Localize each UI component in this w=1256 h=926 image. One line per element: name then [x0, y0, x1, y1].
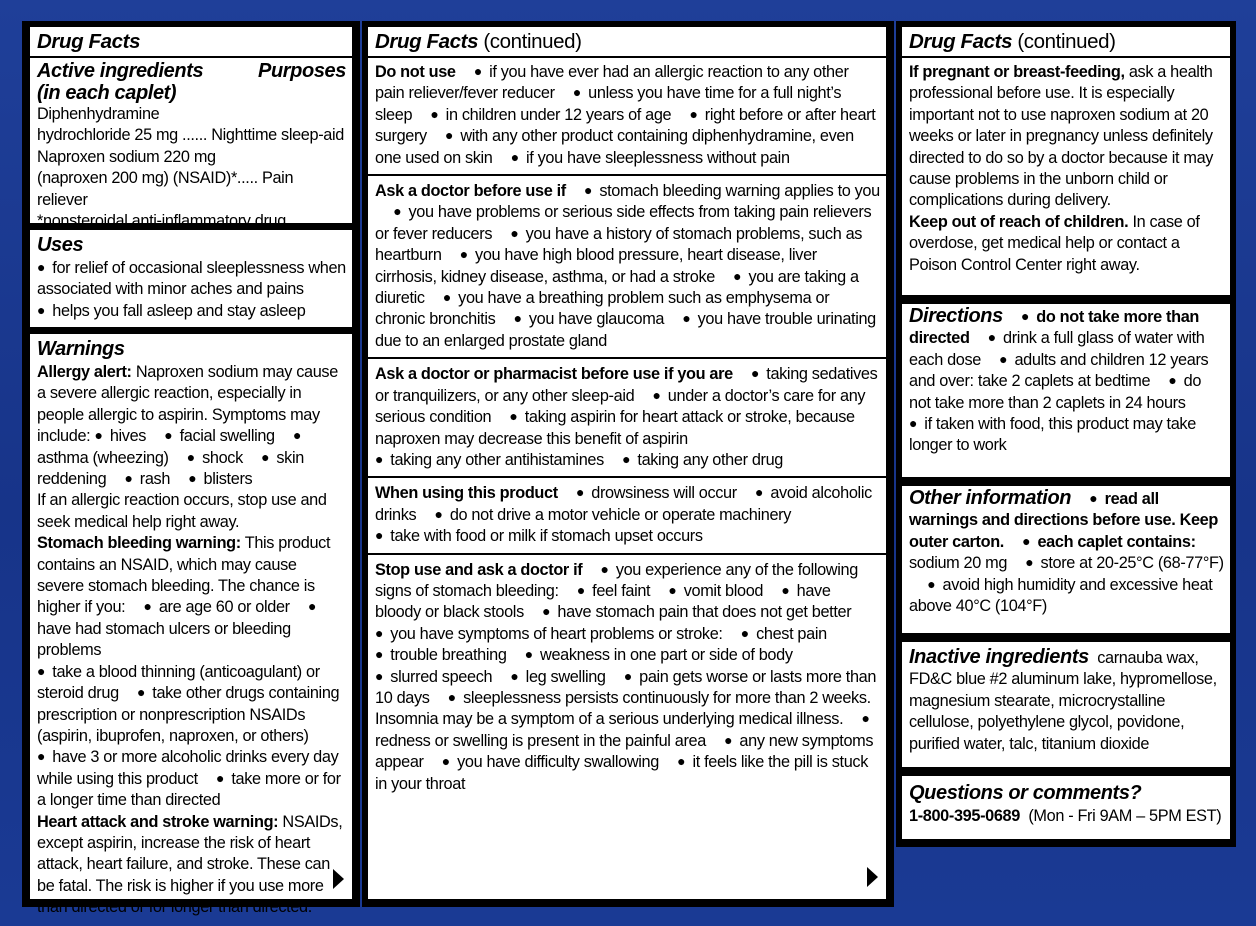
directions-section: Directions ● do not take more than directed ● drink a full glass of water with each dose ● adults and children 12 years and over: take 2 caplets at bedtime ● do not take more than 2 caplets in 24 hours — [909, 305, 1209, 412]
list-item: ● take with food or milk if stomach upset occurs — [375, 527, 703, 546]
other-information-heading: Other information — [909, 487, 1072, 509]
list-item: ● you have symptoms of heart problems or stroke: ● chest pain — [375, 624, 827, 643]
uses-heading: Uses — [37, 234, 84, 256]
drug-facts-continued-panel — [368, 27, 886, 899]
drug-facts-title: Drug Facts — [37, 30, 141, 53]
drug-facts-title: Drug Facts (continued) — [909, 30, 1116, 53]
when-using-section: When using this product ● drowsiness will occur ● avoid alcoholic drinks ● do not drive a motor vehicle or operate machinery — [375, 484, 872, 524]
drug-facts-column-2 — [362, 21, 894, 907]
list-item: ● trouble breathing ● weakness in one part or side of body — [375, 646, 793, 665]
drug-facts-column-1 — [22, 21, 360, 917]
inactive-ingredients-panel — [902, 642, 1230, 767]
list-item: ● for relief of occasional sleeplessness when associated with minor aches and pains — [37, 259, 346, 299]
do-not-use-section: Do not use ● if you have ever had an allergic reaction to any other pain reliever/fever reducer ● unless you have time for a full night’s sleep ● in children under 12 years of age ● right before or after heart surgery ● with any other product containing diphenhydramine, even one used on skin ● if you have sleeplessness without pain — [375, 63, 876, 167]
ingredient-footnote: *nonsteroidal anti-inflammatory drug — [37, 212, 286, 231]
other-information-section: Other information ● read all warnings and directions before use. Keep outer carton. ● each caplet contains: sodium 20 mg ● store at 20-25°C (68-77°F) ● avoid high humidity and excessive heat above 40°C (104°F) — [909, 487, 1224, 616]
directions-panel — [902, 304, 1230, 477]
other-information-panel — [902, 486, 1230, 633]
list-item: ● take a blood thinning (anticoagulant) or steroid drug ● take other drugs containing prescription or nonprescription NSAIDs (aspirin, ibuprofen, naproxen, or others) — [37, 662, 340, 745]
ingredient-line: hydrochloride 25 mg ...... Nighttime sleep-aid — [37, 126, 344, 145]
purposes-heading: Purposes — [258, 60, 346, 82]
keep-out-of-reach: Keep out of reach of children. In case of overdose, get medical help or contact a Poison Control Center right away. — [909, 212, 1200, 274]
directions-heading: Directions — [909, 305, 1003, 327]
list-item: ● slurred speech ● leg swelling ● pain gets worse or lasts more than 10 days ● sleeplessness persists continuously for more than 2 weeks. Insomnia may be a symptom of a serious underlying medical illness. ● redness or swelling is present in the painful area ● any new symptoms appear ● you have difficulty swallowing ● it feels like the pill is stuck in your throat — [375, 667, 877, 793]
questions-panel — [902, 776, 1230, 839]
active-ingredients-panel — [30, 27, 352, 231]
continue-arrow-icon — [867, 867, 878, 887]
ingredient-line: Diphenhydramine — [37, 105, 160, 123]
active-ingredients-heading: Active ingredients — [37, 60, 204, 82]
inactive-ingredients-heading: Inactive ingredients — [909, 646, 1089, 668]
phone-line — [909, 806, 1224, 827]
ingredient-line: (naproxen 200 mg) (NSAID)*..... Pain reliever — [37, 169, 294, 209]
active-ingredients-subheading: (in each caplet) — [37, 82, 177, 104]
phone-number: 1-800-395-0689 — [909, 807, 1020, 825]
ask-doctor-section: Ask a doctor before use if ● stomach bleeding warning applies to you ● you have problems or serious side effects from taking pain relievers or fever reducers ● you have a history of stomach problems, such as heartburn ● you have high blood pressure, heart disease, liver cirrhosis, kidney disease, asthma, or had a stroke ● you are taking a diuretic ● you have a breathing problem such as emphysema or chronic bronchitis ● you have glaucoma ● you have trouble urinating due to an enlarged prostate gland — [375, 182, 880, 350]
stop-use-section: Stop use and ask a doctor if ● you experience any of the following signs of stomach bleeding: ● feel faint ● vomit blood ● have bloody or black stools ● have stomach pain that does not get better — [375, 560, 858, 622]
pregnancy-panel — [902, 27, 1230, 295]
pregnancy-warning: If pregnant or breast-feeding, ask a health professional before use. It is especially important not to use naproxen sodium at 20 weeks or later in pregnancy unless definitely directed to do so by a doctor because it may cause problems in the unborn child or complications during delivery. — [909, 63, 1214, 210]
heart-attack-warning: Heart attack and stroke warning: NSAIDs, except aspirin, increase the risk of heart attack, heart failure, and stroke. These can be fatal. The risk is higher if you use more than directed or for longer than directed. — [37, 812, 343, 917]
questions-heading: Questions or comments? — [909, 782, 1142, 804]
warnings-heading: Warnings — [37, 338, 125, 360]
drug-facts-column-3 — [896, 21, 1236, 847]
drug-facts-title: Drug Facts (continued) — [375, 30, 582, 53]
ingredient-line: Naproxen sodium 220 mg — [37, 147, 216, 166]
list-item: ● if taken with food, this product may take longer to work — [909, 415, 1196, 455]
list-item: ● have 3 or more alcoholic drinks every day while using this product ● take more or for a longer time than directed — [37, 748, 341, 810]
list-item: ● taking any other antihistamines ● taking any other drug — [375, 450, 784, 469]
list-item: ● helps you fall asleep and stay asleep — [37, 301, 306, 320]
ask-pharmacist-section: Ask a doctor or pharmacist before use if you are ● taking sedatives or tranquilizers, or any other sleep-aid ● under a doctor’s care for any serious condition ● taking aspirin for heart attack or stroke, because naproxen may decrease this benefit of aspirin — [375, 365, 878, 448]
allergy-alert: Allergy alert: Naproxen sodium may cause a severe allergic reaction, especially in people allergic to aspirin. Symptoms may include: ● hives ● facial swelling ● asthma (wheezing) ● shock ● skin reddening ● rash ● blisters — [37, 363, 338, 489]
continue-arrow-icon — [333, 869, 344, 889]
allergy-after: If an allergic reaction occurs, stop use and seek medical help right away. — [37, 491, 327, 531]
inactive-ingredients-section: Inactive ingredients carnauba wax, FD&C blue #2 aluminum lake, hypromellose, magnesium stearate, microcrystalline cellulose, polyethylene glycol, povidone, purified water, talc, titanium dioxide — [909, 646, 1217, 753]
uses-panel — [30, 230, 352, 327]
phone-hours: (Mon - Fri 9AM – 5PM EST) — [1028, 807, 1222, 825]
warnings-panel — [30, 334, 352, 917]
stomach-bleeding-warning: Stomach bleeding warning: This product contains an NSAID, which may cause severe stomach bleeding. The chance is higher if you: ● are age 60 or older ● have had stomach ulcers or bleeding problems — [37, 534, 331, 660]
